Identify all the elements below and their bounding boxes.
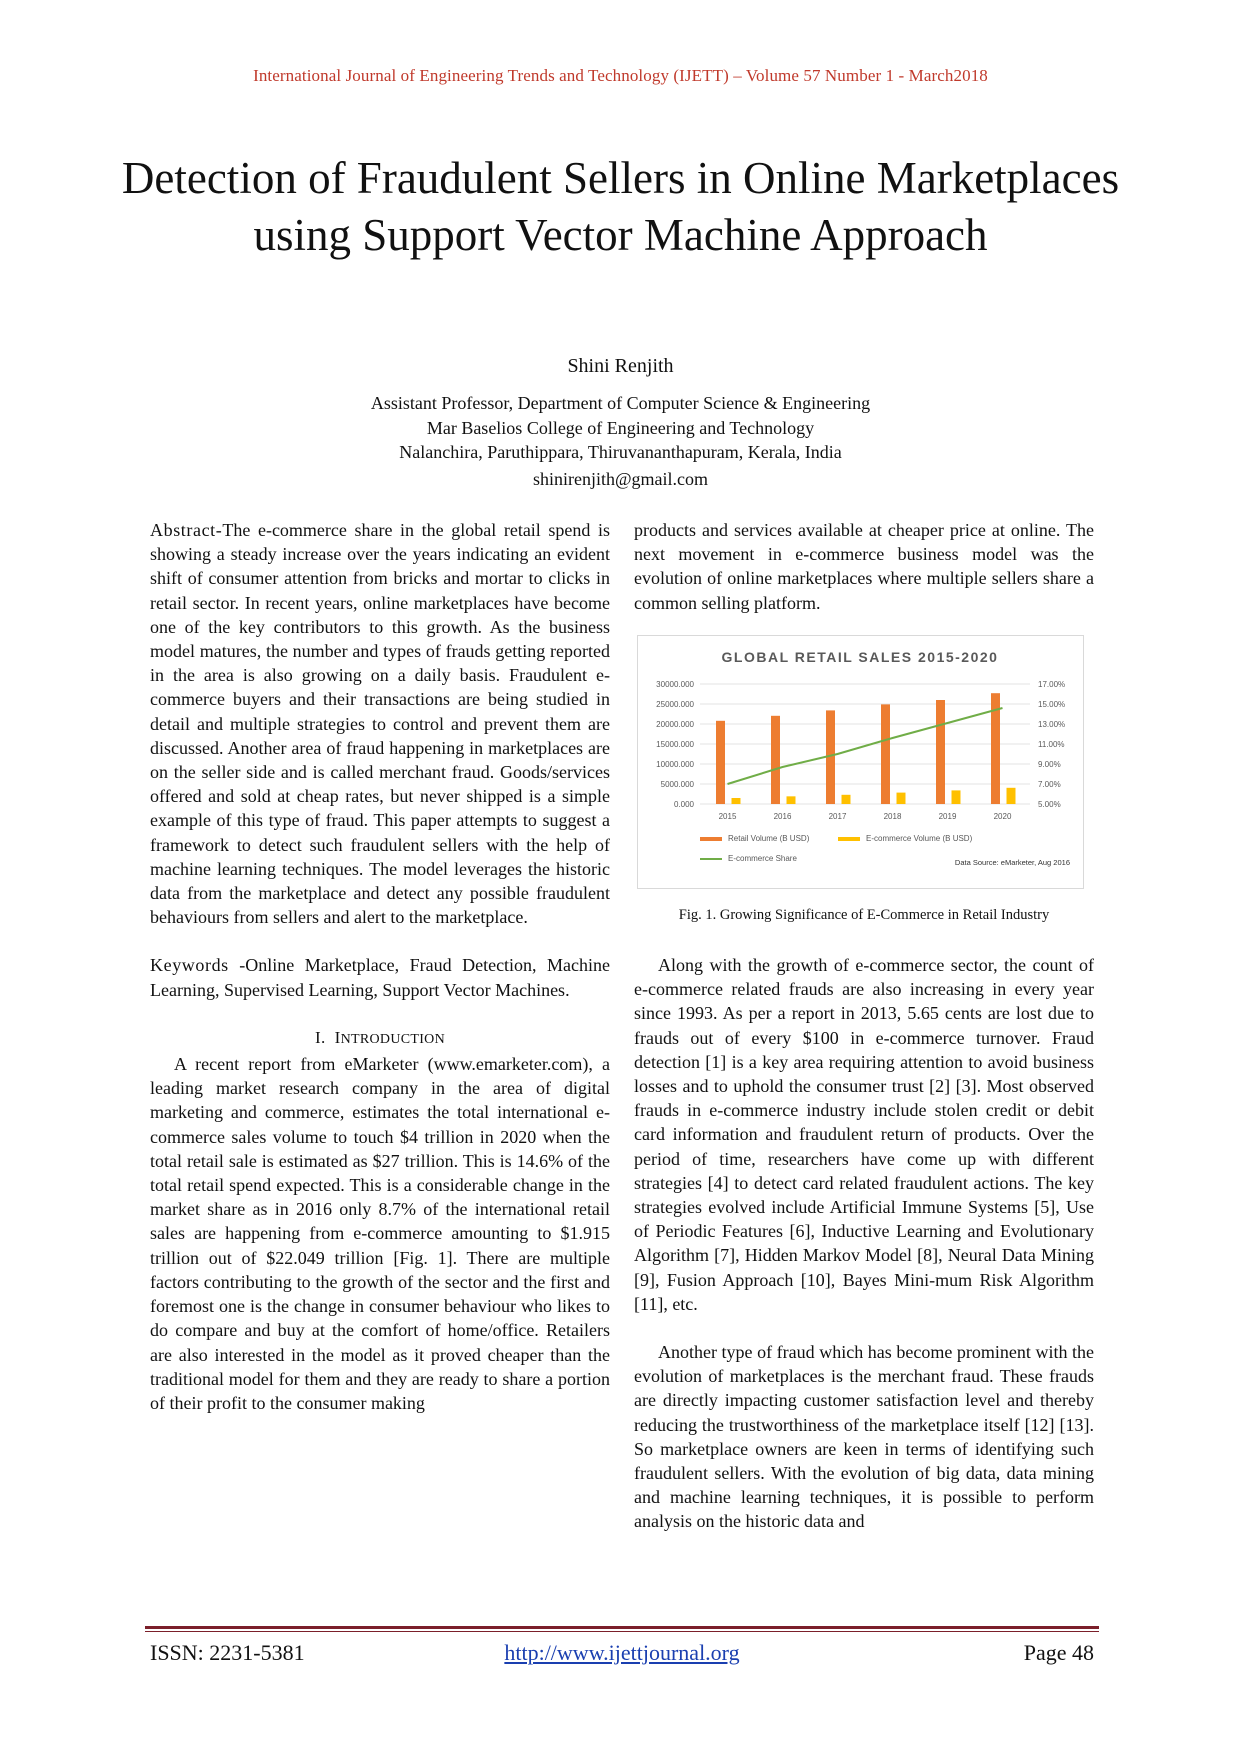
x-tick-label: 2018 bbox=[883, 811, 902, 821]
retail-sales-chart bbox=[638, 636, 1083, 888]
y-right-tick-label: 11.00% bbox=[1038, 739, 1065, 749]
footer-issn: ISSN: 2231-5381 bbox=[150, 1640, 305, 1665]
intro-paragraph-1: A recent report from eMarketer (www.emarketer.com), a leading market research company in the area of digital marketing and commerce, estimates the total international e-commerce sales volume to touch $4 trillion in 2020 when the total retail sale is estimated as $27 trillion. This is 14.6% of the total retail spend expected. This is a considerable change in the market share as in 2016 only 8.7% of the international retail sales are happening from e-commerce amounting to $1.915 trillion out of $22.049 trillion [Fig. 1]. There are multiple factors contributing to the growth of the sector and the first and foremost one is the change in consumer behaviour who likes to do compare and buy at the comfort of home/office. Retailers are also interested in the model as it proved cheaper than the traditional model for them and they are ready to share a portion of their profit to the consumer making bbox=[150, 1054, 610, 1413]
legend-swatch-ecommerce bbox=[838, 837, 860, 841]
abstract bbox=[150, 518, 610, 929]
affiliation-line-3: Nalanchira, Paruthippara, Thiruvananthapuram, Kerala, India bbox=[399, 442, 842, 462]
y-right-tick-label: 9.00% bbox=[1038, 759, 1061, 769]
author-name: Shini Renjith bbox=[567, 355, 674, 377]
affiliation-line-1: Assistant Professor, Department of Computer Science & Engineering bbox=[370, 393, 871, 413]
x-tick-label: 2019 bbox=[938, 811, 957, 821]
keywords-text: -Online Marketplace, Fraud Detection, Machine Learning, Supervised Learning, Support Vector Machines. bbox=[150, 955, 610, 1000]
section-title-rest: NTRODUCTION bbox=[340, 1031, 445, 1047]
section-title-first: I bbox=[334, 1027, 341, 1047]
line-ecommerce-share bbox=[728, 708, 1003, 784]
chart-source: Data Source: eMarketer, Aug 2016 bbox=[954, 857, 1070, 867]
bar-ecommerce-volume bbox=[787, 796, 796, 804]
y-left-tick-label: 30000.000 bbox=[656, 679, 694, 689]
author-email: shinirenjith@gmail.com bbox=[532, 469, 709, 489]
footer-page-number: Page 48 bbox=[1023, 1640, 1094, 1665]
chart-title: GLOBAL RETAIL SALES 2015-2020 bbox=[721, 648, 999, 665]
intro-paragraph-3: Another type of fraud which has become prominent with the evolution of marketplaces is the merchant fraud. These frauds are directly impacting customer satisfaction level and thereby reducing the trustworthiness of the marketplace itself [12] [13]. So marketplace owners are keen in terms of identifying such fraudulent sellers. With the evolution of big data, data mining and machine learning techniques, it is possible to perform analysis on the historic data and bbox=[634, 1342, 1094, 1532]
bar-ecommerce-volume bbox=[842, 795, 851, 804]
y-left-tick-label: 20000.000 bbox=[656, 719, 694, 729]
figure-1 bbox=[634, 635, 1094, 927]
footer-url-link[interactable]: http://www.ijettjournal.org bbox=[504, 1640, 740, 1665]
y-right-tick-label: 17.00% bbox=[1038, 679, 1066, 689]
legend-label-share: E-commerce Share bbox=[728, 853, 797, 863]
footer-rule-thin bbox=[145, 1631, 1099, 1632]
keywords bbox=[150, 953, 610, 1001]
bar-retail-volume bbox=[881, 704, 890, 804]
y-left-tick-label: 10000.000 bbox=[656, 759, 694, 769]
bar-ecommerce-volume bbox=[732, 798, 741, 804]
x-tick-label: 2015 bbox=[718, 811, 737, 821]
y-left-tick-label: 15000.000 bbox=[656, 739, 694, 749]
paper-title: Detection of Fraudulent Sellers in Online Marketplaces using Support Vector Machine Approach bbox=[121, 153, 1120, 260]
footer-rule bbox=[145, 1626, 1099, 1629]
y-left-tick-label: 0.000 bbox=[673, 799, 694, 809]
legend-label-ecommerce: E-commerce Volume (B USD) bbox=[866, 833, 973, 843]
bar-retail-volume bbox=[716, 721, 725, 804]
bar-retail-volume bbox=[771, 716, 780, 804]
journal-header: International Journal of Engineering Trends and Technology (IJETT) – Volume 57 Number 1 - March2018 bbox=[253, 66, 988, 85]
y-left-tick-label: 5000.000 bbox=[660, 779, 694, 789]
affiliation-line-2: Mar Baselios College of Engineering and Technology bbox=[426, 417, 815, 438]
section-number: I. bbox=[315, 1027, 326, 1047]
bar-ecommerce-volume bbox=[897, 792, 906, 803]
y-right-tick-label: 7.00% bbox=[1038, 779, 1061, 789]
legend-label-retail: Retail Volume (B USD) bbox=[728, 833, 810, 843]
figure-caption: Fig. 1. Growing Significance of E-Commerce in Retail Industry bbox=[678, 906, 1050, 923]
intro-paragraph-2: Along with the growth of e-commerce sector, the count of e-commerce related frauds are also increasing in every year since 1993. As per a report in 2013, 5.65 cents are lost due to frauds out of every $100 in e-commerce turnover. Fraud detection [1] is a key area requiring attention to avoid business losses and to uphold the consumer trust [2] [3]. Most observed frauds in e-commerce industry include stolen credit or debit card information and fraudulent return of products. Over the period of time, researchers have come up with different strategies [4] to detect card related fraudulent actions. The key strategies evolved include Artificial Immune Systems [5], Use of Periodic Features [6], Inductive Learning and Evolutionary Algorithm [7], Hidden Markov Model [8], Neural Data Mining [9], Fusion Approach [10], Bayes Mini-mum Risk Algorithm [11], etc. bbox=[634, 955, 1094, 1314]
y-right-tick-label: 13.00% bbox=[1038, 719, 1066, 729]
y-right-tick-label: 5.00% bbox=[1038, 799, 1061, 809]
bar-retail-volume bbox=[936, 700, 945, 804]
section-heading-introduction bbox=[150, 1026, 610, 1052]
intro-paragraph-1-continued: products and services available at cheaper price at online. The next movement in e-commerce business model was the evolution of online marketplaces where multiple sellers share a common selling platform. bbox=[634, 520, 1094, 613]
bar-ecommerce-volume bbox=[1007, 788, 1016, 804]
keywords-label: Keywords bbox=[150, 955, 229, 976]
x-tick-label: 2020 bbox=[993, 811, 1012, 821]
abstract-text: The e-commerce share in the global retail spend is showing a steady increase over the years indicating an evident shift of consumer attention from bricks and mortar to clicks in retail sector. In recent years, online marketplaces have become one of the key contributors to this growth. As the business model matures, the number and types of frauds getting reported in the area is also growing on a daily basis. Fraudulent e-commerce buyers and their transactions are being studied in detail and multiple strategies to control and prevent them are discussed. Another area of fraud happening in marketplaces are on the seller side and is called merchant fraud. Goods/services offered and sold at cheap rates, but never shipped is a simple example of this type of fraud. This paper attempts to suggest a framework to detect such fraudulent sellers with the help of machine learning techniques. The model leverages the historic data from the marketplace and detect any possible fraudulent behaviours from sellers and alert to the marketplace. bbox=[150, 520, 610, 928]
y-right-tick-label: 15.00% bbox=[1038, 699, 1066, 709]
legend-swatch-retail bbox=[700, 837, 722, 841]
x-tick-label: 2017 bbox=[828, 811, 847, 821]
bar-ecommerce-volume bbox=[952, 790, 961, 804]
chart-frame bbox=[637, 635, 1084, 889]
x-tick-label: 2016 bbox=[773, 811, 792, 821]
abstract-label: Abstract- bbox=[150, 520, 223, 540]
right-column bbox=[634, 518, 1094, 1534]
left-column bbox=[150, 518, 610, 1415]
y-left-tick-label: 25000.000 bbox=[656, 699, 694, 709]
affiliation bbox=[0, 391, 1241, 465]
